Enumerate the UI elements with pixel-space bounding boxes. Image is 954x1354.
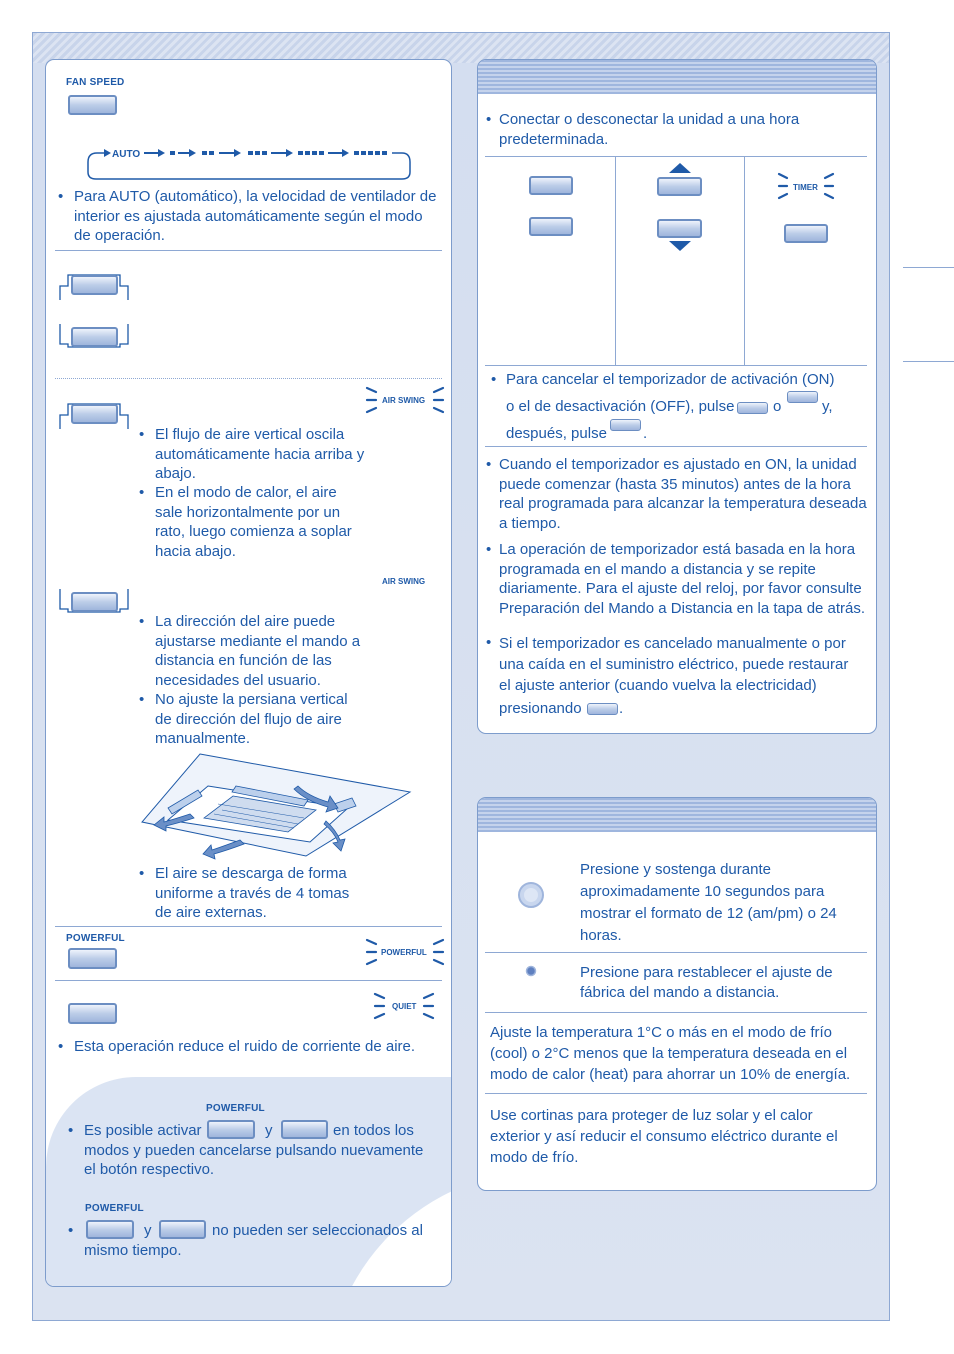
- fan-speed-cycle-diagram: [82, 142, 416, 180]
- notes-powerful-label-1: POWERFUL: [206, 1103, 265, 1114]
- divider: [485, 1012, 867, 1013]
- powerful-button[interactable]: [68, 948, 117, 969]
- bullet-dot: •: [486, 456, 492, 473]
- notes-powerful-label-2: POWERFUL: [85, 1203, 144, 1214]
- fan-speed-label: FAN SPEED: [66, 77, 125, 88]
- divider: [55, 926, 442, 927]
- swing-auto-button[interactable]: [71, 404, 118, 424]
- table-column-divider: [744, 156, 745, 365]
- bullet-dot: •: [486, 634, 492, 651]
- powerful-indicator-label: POWERFUL: [381, 948, 427, 957]
- notes-bullet1-y: y: [265, 1122, 273, 1139]
- bullet-dot: •: [139, 613, 145, 630]
- timer-panel-header-band: [478, 60, 876, 94]
- reset-button-icon[interactable]: [525, 965, 537, 977]
- bullet-dot: •: [139, 426, 145, 443]
- curtains-tip: Use cortinas para proteger de luz solar y el calor exterior y así reducir el consumo eléctrico durante el modo de frío.: [490, 1107, 838, 1166]
- bullet-dot: •: [68, 1222, 74, 1239]
- bullet-dot: •: [139, 691, 145, 708]
- bullet-dot: •: [486, 541, 492, 558]
- divider: [485, 365, 867, 366]
- bullet-dot: •: [486, 111, 492, 128]
- reset-note: Presione para restablecer el ajuste de fábrica del mando a distancia.: [580, 964, 833, 1001]
- timer-cancel-dot: .: [643, 425, 648, 442]
- divider: [485, 446, 867, 447]
- inline-timer-button[interactable]: [610, 419, 641, 431]
- fan-auto-text: AUTO: [112, 149, 141, 160]
- timer-off-button[interactable]: [529, 217, 573, 236]
- energy-tip: Ajuste la temperatura 1°C o más en el modo de frío (cool) o 2°C menos que la temperatura deseada en el modo de calor (heat) para ahorrar un 10% de energía.: [490, 1024, 851, 1083]
- notes-bullet2-y: y: [144, 1222, 152, 1239]
- divider: [55, 980, 442, 981]
- quiet-note: Esta operación reduce el ruido de corriente de aire.: [74, 1038, 416, 1055]
- bullet-dot: •: [491, 371, 497, 388]
- fan-speed-button[interactable]: [68, 95, 117, 115]
- swing-manual-note-1: La dirección del aire puede ajustarse mediante el mando a distancia en función de las necesidades del usuario.: [155, 613, 361, 689]
- quiet-button[interactable]: [68, 1003, 117, 1024]
- divider: [485, 1093, 867, 1094]
- timer-restore-b: presionando: [499, 700, 582, 717]
- timer-clock-note: La operación de temporizador está basada en la hora programada en el mando a distancia y se repite diariamente. Para el ajuste del reloj, por favor consulte Preparación del Mando a Distancia en la tapa de atrás.: [499, 541, 866, 617]
- timer-cancel-b: o el de desactivación (OFF), pulse: [506, 398, 735, 415]
- quiet-indicator-label: QUIET: [392, 1002, 417, 1011]
- tips-panel-header-band: [478, 798, 876, 832]
- time-down-button[interactable]: [657, 219, 702, 238]
- inline-timer-button-2[interactable]: [587, 703, 618, 715]
- timer-set-button[interactable]: [784, 224, 828, 243]
- swing-auto-note-2: En el modo de calor, el aire sale horizontalmente por un rato, luego comienza a soplar hacia abajo.: [155, 484, 352, 560]
- bullet-dot: •: [58, 1038, 64, 1055]
- timer-restore-dot: .: [619, 700, 624, 717]
- swing-down-button[interactable]: [71, 327, 118, 347]
- timer-on-note: Cuando el temporizador es ajustado en ON, la unidad puede comenzar (hasta 35 minutos) antes de la hora real programada para alcanzar la temperatura deseada a tiempo.: [499, 456, 867, 532]
- timer-indicator-label: TIMER: [793, 183, 818, 192]
- air-swing-indicator-label: AIR SWING: [382, 396, 426, 405]
- timer-cancel-y: y,: [822, 398, 833, 415]
- arrow-down-icon: [668, 240, 692, 252]
- cassette-unit-illustration: [138, 752, 414, 862]
- table-column-divider: [615, 156, 616, 365]
- timer-intro: Conectar o desconectar la unidad a una hora predeterminada.: [499, 111, 800, 148]
- powerful-label: POWERFUL: [66, 933, 125, 944]
- timer-cancel-c: después, pulse: [506, 425, 607, 442]
- side-tab-line-bottom: [903, 361, 954, 362]
- swing-auto-note-1: El flujo de aire vertical oscila automáticamente hacia arriba y abajo.: [155, 426, 365, 482]
- timer-cancel-a: Para cancelar el temporizador de activación (ON): [506, 371, 835, 388]
- notes-bullet2-b: no pueden ser seleccionados al mismo tiempo.: [84, 1222, 423, 1259]
- air-discharge-note: El aire se descarga de forma uniforme a través de 4 tomas de aire externas.: [155, 865, 350, 921]
- notes-bullet1-b: en todos los modos y pueden cancelarse pulsando nuevamente el botón respectivo.: [84, 1122, 424, 1178]
- time-up-button[interactable]: [657, 177, 702, 196]
- side-tab-line-top: [903, 267, 954, 268]
- divider: [55, 250, 442, 251]
- clock-format-note: Presione y sostenga durante aproximadamente 10 segundos para mostrar el formato de 12 (am/pm) o 24 horas.: [580, 861, 837, 944]
- divider: [485, 952, 867, 953]
- swing-up-button[interactable]: [71, 275, 118, 295]
- timer-cancel-o: o: [773, 398, 782, 415]
- bullet-dot: •: [139, 865, 145, 882]
- clock-button-icon[interactable]: [517, 881, 545, 909]
- inline-on-button[interactable]: [737, 402, 768, 414]
- divider: [485, 156, 867, 157]
- swing-manual-note-2: No ajuste la persiana vertical de dirección del flujo de aire manualmente.: [155, 691, 348, 747]
- timer-restore-note: Si el temporizador es cancelado manualmente o por una caída en el suministro eléctrico, puede restaurar el ajuste anterior (cuando vuelva la electricidad): [499, 635, 849, 694]
- timer-on-button[interactable]: [529, 176, 573, 195]
- dotted-divider: [55, 378, 442, 379]
- fan-auto-note: Para AUTO (automático), la velocidad de ventilador de interior es ajustada automáticamente según el modo de operación.: [74, 188, 437, 244]
- air-swing-indicator-label-static: AIR SWING: [382, 577, 426, 586]
- bullet-dot: •: [58, 188, 64, 205]
- inline-off-button[interactable]: [787, 391, 818, 403]
- notes-bullet1-a: Es posible activar: [84, 1122, 202, 1139]
- swing-manual-button[interactable]: [71, 592, 118, 612]
- bullet-dot: •: [139, 484, 145, 501]
- bullet-dot: •: [68, 1122, 74, 1139]
- arrow-up-icon: [668, 162, 692, 174]
